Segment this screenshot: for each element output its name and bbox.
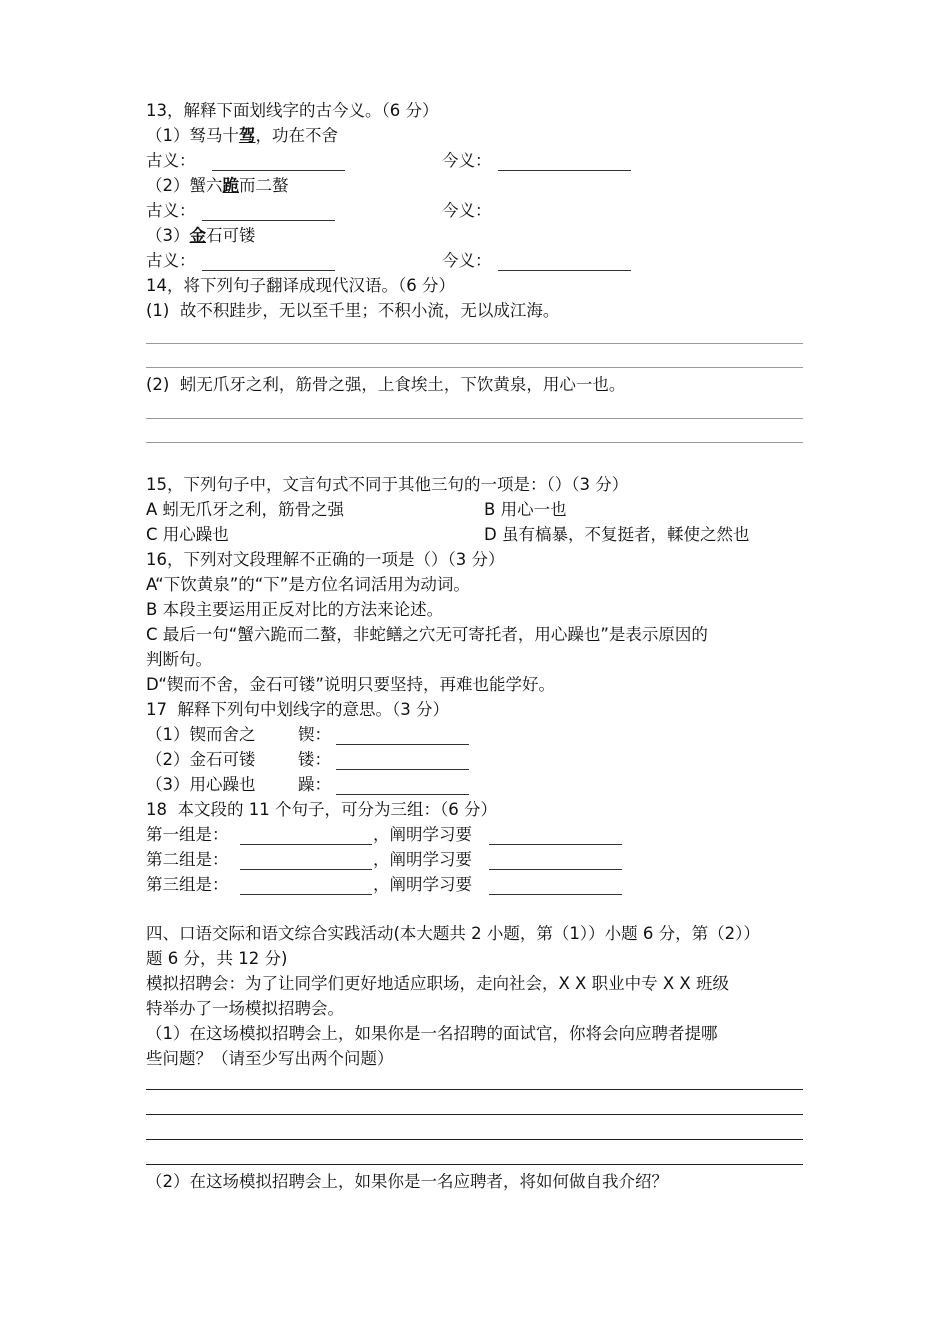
q17-word-3: 躁：: [298, 775, 331, 794]
answer-blank[interactable]: [498, 153, 631, 171]
underlined-char: 金: [189, 226, 206, 245]
answer-blank[interactable]: [489, 827, 622, 845]
section4-title-cont: 题 6 分，共 12 分): [146, 949, 288, 968]
q15-option-c: C 用心躁也: [146, 525, 229, 544]
q16-option-b: B 本段主要运用正反对比的方法来论述。: [146, 600, 444, 619]
answer-blank[interactable]: [336, 752, 469, 770]
answer-blank[interactable]: [240, 852, 372, 870]
q17-word-1: 锲：: [298, 725, 331, 744]
q14-sentence-1: (1) 故不积跬步，无以至千里；不积小流，无以成江海。: [146, 301, 560, 320]
answer-blank[interactable]: [240, 877, 372, 895]
section4-part-1: （1）在这场模拟招聘会上，如果你是一名招聘的面试官，你将会向应聘者提哪: [146, 1024, 718, 1043]
underlined-char: 跪: [222, 176, 239, 195]
answer-blank[interactable]: [498, 253, 631, 271]
q18-title: 18 本文段的 11 个句子，可分为三组：（6 分）: [146, 800, 497, 819]
q13-gu-row-2: 古义：: [146, 201, 196, 220]
q18-group-1-label: 第一组是：: [146, 825, 229, 844]
q15-title: 15，下列句子中，文言句式不同于其他三句的一项是：（）（3 分）: [146, 475, 629, 494]
answer-blank[interactable]: [240, 827, 372, 845]
answer-blank[interactable]: [202, 203, 335, 221]
q16-option-d: D“锲而不舍，金石可镂”说明只要坚持，再难也能学好。: [146, 675, 555, 694]
q18-group-3-mid: ，阐明学习要: [373, 875, 472, 894]
q16-option-a: A“下饮黄泉”的“下”是方位名词活用为动词。: [146, 575, 470, 594]
q16-title: 16，下列对文段理解不正确的一项是（）（3 分）: [146, 550, 505, 569]
answer-line[interactable]: [146, 418, 803, 419]
section4-part-1-cont: 些问题？（请至少写出两个问题）: [146, 1049, 394, 1068]
section4-title: 四、口语交际和语文综合实践活动(本大题共 2 小题，第（1））小题 6 分，第（2））: [146, 924, 760, 943]
answer-blank[interactable]: [212, 153, 345, 171]
q17-item-3: （3）用心躁也: [146, 775, 256, 794]
section4-part-2: （2）在这场模拟招聘会上，如果你是一名应聘者，将如何做自我介绍？: [146, 1172, 668, 1191]
answer-blank[interactable]: [489, 877, 622, 895]
q14-sentence-2: (2) 蚓无爪牙之利，筋骨之强，上食埃土，下饮黄泉，用心一也。: [146, 375, 626, 394]
q13-item-3: （3）金石可镂: [146, 226, 256, 245]
q13-gu-row-1: 古义：: [146, 151, 196, 170]
q17-item-2: （2）金石可镂: [146, 750, 256, 769]
q17-word-2: 镂：: [298, 750, 331, 769]
q18-group-2-mid: ，阐明学习要: [373, 850, 472, 869]
answer-line[interactable]: [146, 1164, 803, 1165]
q13-jin-row-1: 今义：: [442, 151, 492, 170]
section4-intro-cont: 特举办了一场模拟招聘会。: [146, 999, 344, 1018]
q13-title: 13，解释下面划线字的古今义。（6 分）: [146, 101, 439, 120]
answer-blank[interactable]: [336, 777, 469, 795]
q13-jin-row-2: 今义：: [442, 201, 492, 220]
underlined-char: 驾: [239, 126, 256, 145]
answer-blank[interactable]: [489, 852, 622, 870]
q16-option-c: C 最后一句“蟹六跪而二螯，非蛇鳝之穴无可寄托者，用心躁也”是表示原因的: [146, 625, 708, 644]
answer-line[interactable]: [146, 1139, 803, 1140]
answer-line[interactable]: [146, 343, 803, 344]
q13-item-2: （2）蟹六跪而二螯: [146, 176, 289, 195]
q15-option-b: B 用心一也: [484, 500, 567, 519]
q16-option-c-cont: 判断句。: [146, 650, 212, 669]
q18-group-2-label: 第二组是：: [146, 850, 229, 869]
q15-option-a: A 蚓无爪牙之利，筋骨之强: [146, 500, 345, 519]
q17-title: 17 解释下列句中划线字的意思。（3 分）: [146, 700, 449, 719]
answer-blank[interactable]: [336, 727, 469, 745]
q18-group-1-mid: ，阐明学习要: [373, 825, 472, 844]
section4-intro: 模拟招聘会：为了让同学们更好地适应职场，走向社会，X X 职业中专 X X 班级: [146, 974, 729, 993]
q15-option-d: D 虽有槁暴，不复挺者，輮使之然也: [484, 525, 750, 544]
q14-title: 14，将下列句子翻译成现代汉语。（6 分）: [146, 276, 455, 295]
answer-line[interactable]: [146, 1089, 803, 1090]
q18-group-3-label: 第三组是：: [146, 875, 229, 894]
q17-item-1: （1）锲而舍之: [146, 725, 256, 744]
answer-line[interactable]: [146, 1114, 803, 1115]
answer-line[interactable]: [146, 442, 803, 443]
q13-gu-row-3: 古义：: [146, 251, 196, 270]
q13-item-1: （1）驽马十驾，功在不舍: [146, 126, 338, 145]
answer-blank[interactable]: [202, 253, 335, 271]
answer-line[interactable]: [146, 367, 803, 368]
q13-jin-row-3: 今义：: [442, 251, 492, 270]
